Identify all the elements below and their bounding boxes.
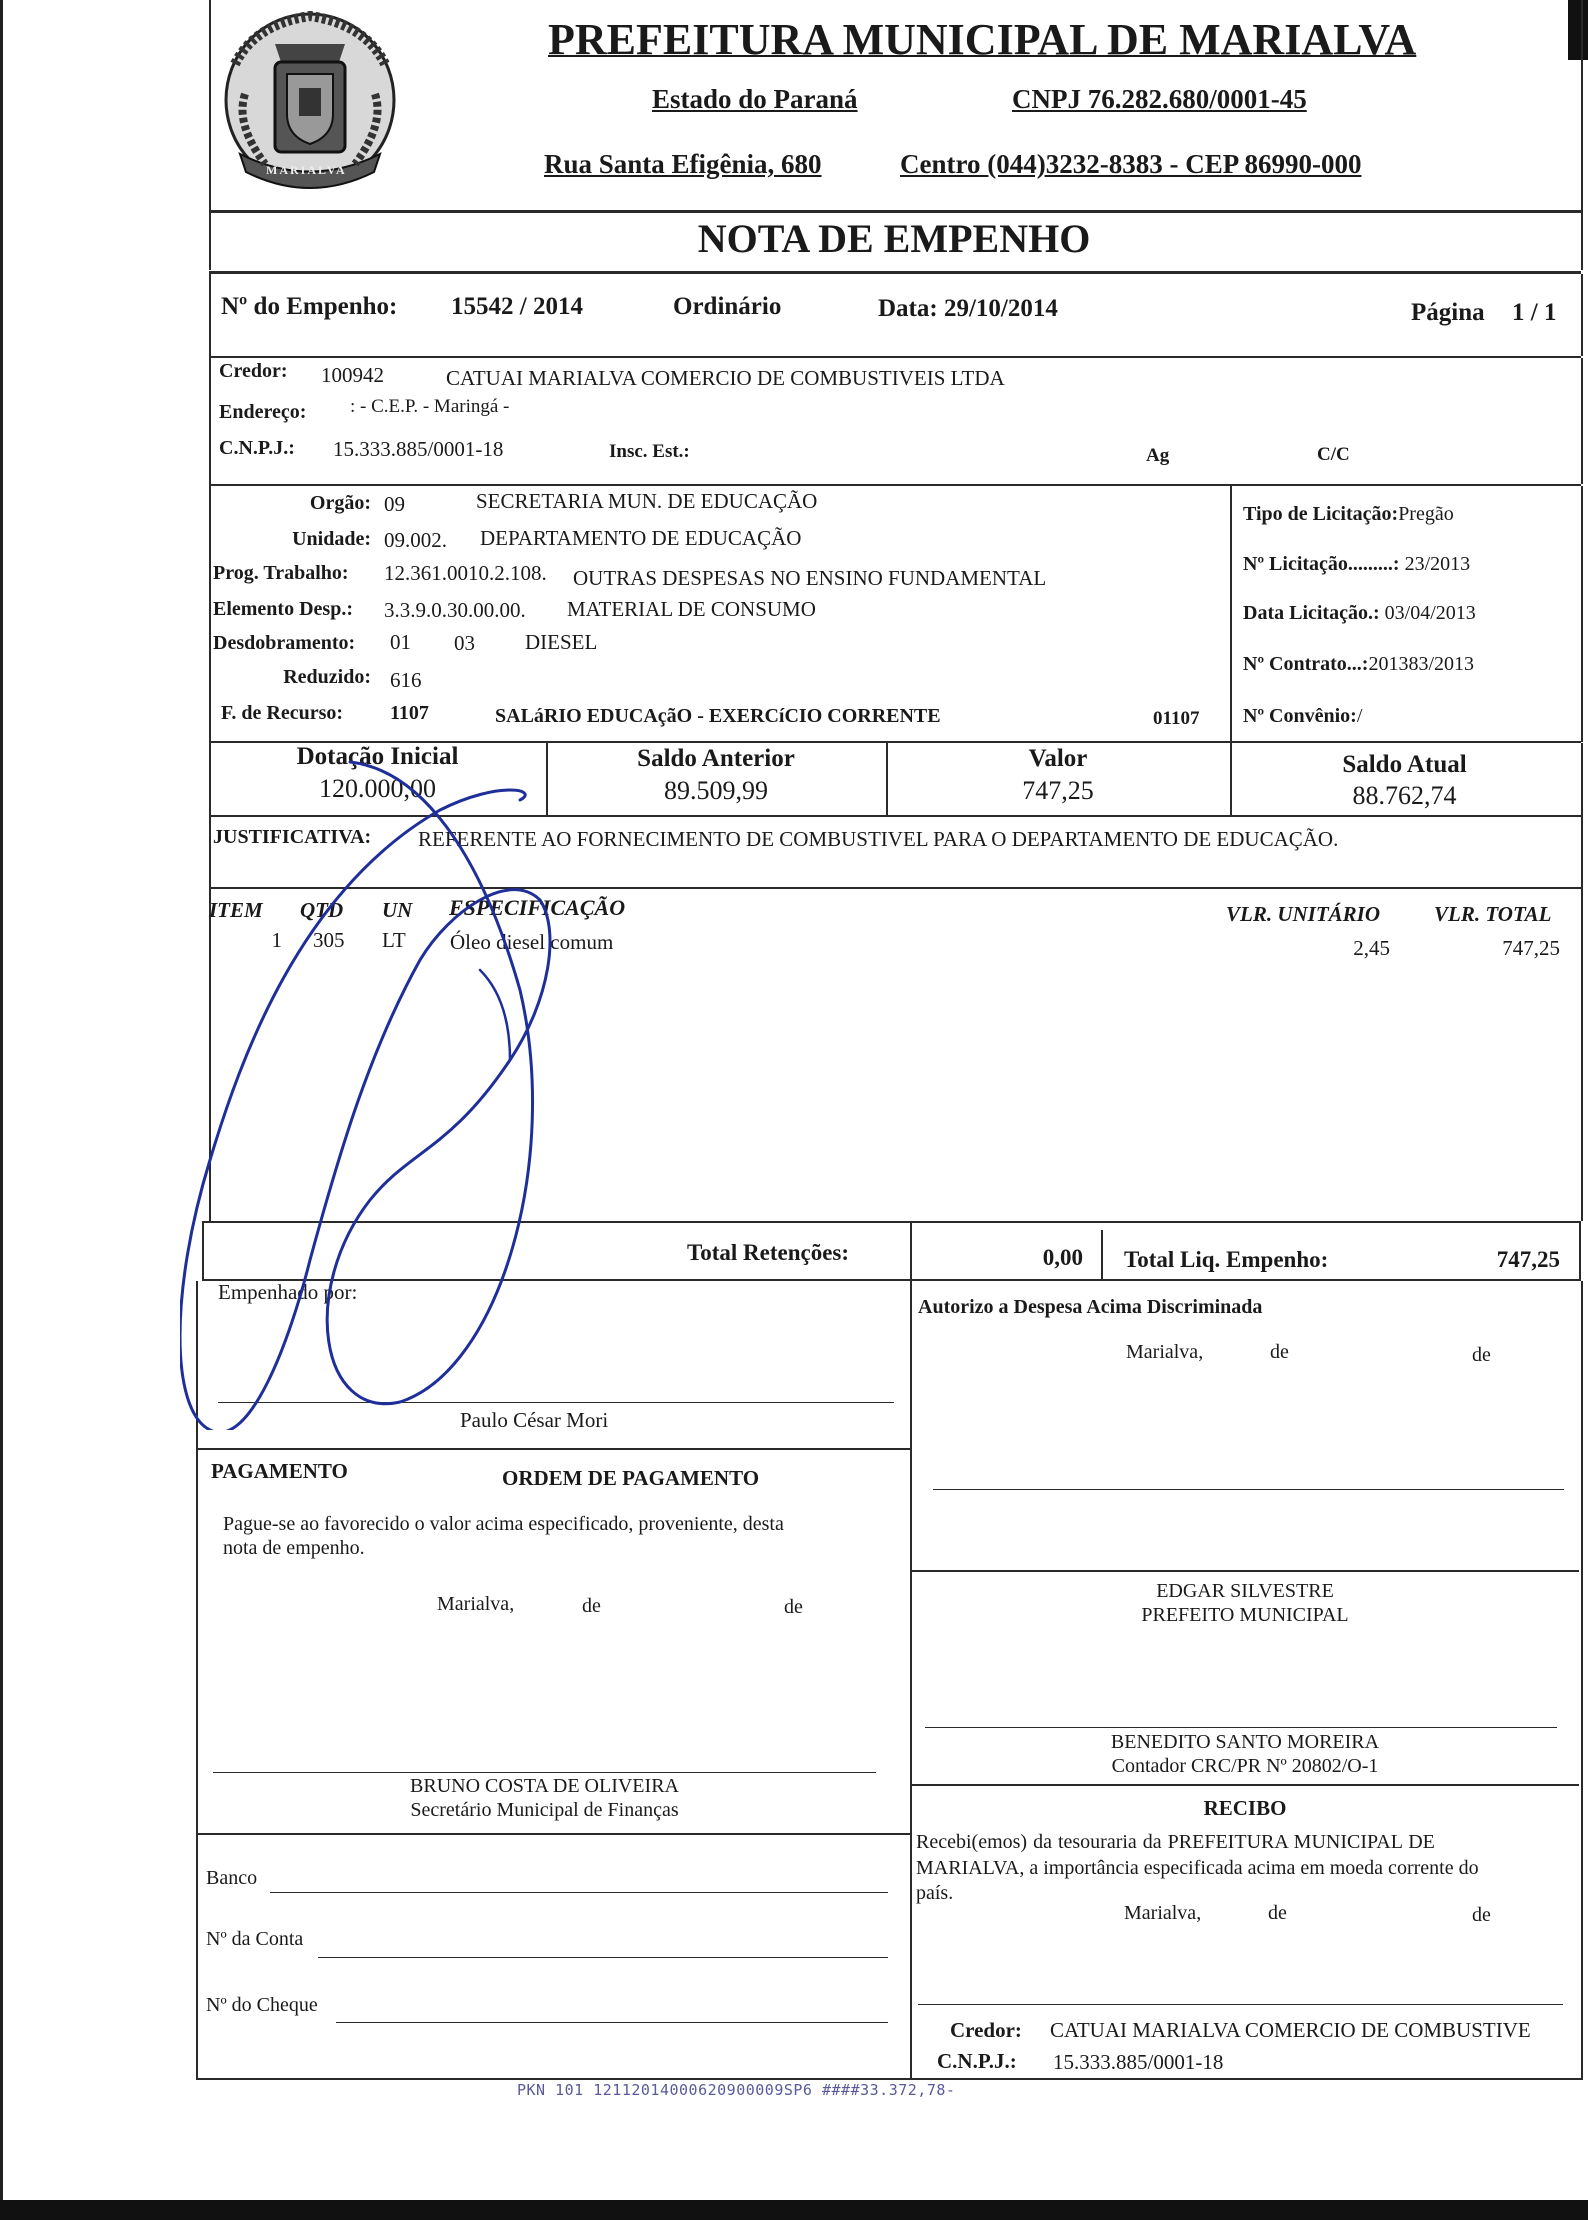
recibo-de-1: de xyxy=(1268,1902,1287,1924)
num-contrato-label: Nº Contrato...: xyxy=(1243,653,1369,675)
secretario-divider xyxy=(196,1833,910,1835)
prog-trabalho-desc: OUTRAS DESPESAS NO ENSINO FUNDAMENTAL xyxy=(573,566,1047,590)
pagamento-de-2: de xyxy=(784,1596,803,1618)
lower-column-divider xyxy=(910,1281,912,2078)
row-qtd: 305 xyxy=(313,928,345,952)
banco-label: Banco xyxy=(206,1867,258,1889)
endereco-value: : - C.E.P. - Maringá - xyxy=(350,396,510,417)
contador-name: BENEDITO SANTO MOREIRA xyxy=(1110,1731,1380,1753)
crest-banner-text: MARIALVA xyxy=(266,163,347,177)
tipo-licitacao xyxy=(1243,503,1454,526)
budget-divider-vertical xyxy=(1230,486,1232,742)
desdobramento-code-1: 01 xyxy=(390,630,411,654)
recibo-text-line1: Recebi(emos) da tesouraria da PREFEITURA MUNICIPAL DE xyxy=(916,1831,1435,1853)
scan-left-edge xyxy=(0,0,3,2220)
credor-code: 100942 xyxy=(321,363,384,387)
recibo-city: Marialva, xyxy=(1124,1902,1202,1924)
prog-trabalho-label: Prog. Trabalho: xyxy=(213,562,349,584)
num-licitacao xyxy=(1243,553,1470,576)
conta-line xyxy=(318,1957,888,1958)
recibo-de-2: de xyxy=(1472,1904,1491,1926)
empenhado-divider xyxy=(196,1448,910,1450)
empenho-date: Data: 29/10/2014 xyxy=(878,295,1058,322)
reduzido-label: Reduzido: xyxy=(283,666,371,688)
desdobramento-desc: DIESEL xyxy=(525,630,598,654)
autorizo-de-1: de xyxy=(1270,1341,1289,1363)
retencoes-row xyxy=(202,1223,1581,1279)
empenhado-signature-line xyxy=(218,1402,894,1403)
conta-label: Nº da Conta xyxy=(206,1928,304,1950)
row-total: 747,25 xyxy=(1502,936,1560,960)
justificativa-text: REFERENTE AO FORNECIMENTO DE COMBUSTIVEL PARA O DEPARTAMENTO DE EDUCAÇÃO. xyxy=(418,827,1339,851)
banco-line xyxy=(270,1892,888,1893)
tipo-licitacao-value: Pregão xyxy=(1398,503,1454,525)
prefeito-name: EDGAR SILVESTRE xyxy=(1156,1580,1334,1602)
fonte-recurso-label: F. de Recurso: xyxy=(221,702,344,724)
saldo-anterior-value: 89.509,99 xyxy=(664,776,768,805)
recibo-credor-value: CATUAI MARIALVA COMERCIO DE COMBUSTIVE xyxy=(1050,2018,1531,2042)
elemento-label: Elemento Desp.: xyxy=(213,598,353,620)
recibo-text-line2: MARIALVA, a importância especificada acima em moeda corrente do xyxy=(916,1857,1479,1879)
elemento-desc: MATERIAL DE CONSUMO xyxy=(567,597,816,621)
cnpj-label: C.N.P.J.: xyxy=(219,437,295,459)
pagamento-label: PAGAMENTO xyxy=(211,1459,348,1483)
conta-corrente-label: C/C xyxy=(1317,444,1350,465)
saldo-atual-value: 88.762,74 xyxy=(1352,781,1457,810)
empenhado-label: Empenhado por: xyxy=(218,1280,358,1304)
contador-signature-line xyxy=(925,1727,1557,1728)
recibo-text-line3: país. xyxy=(916,1882,954,1904)
desdobramento-code-2: 03 xyxy=(454,631,475,655)
num-convenio-value: / xyxy=(1356,705,1363,727)
pagamento-text-line2: nota de empenho. xyxy=(223,1537,365,1559)
prefeito-title: PREFEITO MUNICIPAL xyxy=(1141,1604,1349,1626)
items-header-total: VLR. TOTAL xyxy=(1434,902,1552,926)
unidade-desc: DEPARTAMENTO DE EDUCAÇÃO xyxy=(480,526,802,550)
autorizo-de-2: de xyxy=(1472,1344,1491,1366)
ordem-pagamento-label: ORDEM DE PAGAMENTO xyxy=(502,1466,760,1490)
doc-title: NOTA DE EMPENHO xyxy=(697,216,1091,261)
retencoes-value: 0,00 xyxy=(1042,1245,1083,1270)
recibo-signature-line xyxy=(918,2004,1563,2005)
total-liquido-label: Total Liq. Empenho: xyxy=(1124,1247,1329,1272)
secretario-title: Secretário Municipal de Finanças xyxy=(410,1799,679,1821)
prog-trabalho-code: 12.361.0010.2.108. xyxy=(384,561,547,585)
empenho-type: Ordinário xyxy=(673,293,782,320)
empenhado-signer: Paulo César Mori xyxy=(460,1408,609,1432)
valor-value: 747,25 xyxy=(1022,776,1094,805)
items-header-un: UN xyxy=(382,898,413,922)
row-item: 1 xyxy=(271,928,282,952)
pagamento-city: Marialva, xyxy=(437,1593,515,1615)
items-header-spec: ESPECIFICAÇÃO xyxy=(449,895,626,920)
cheque-line xyxy=(336,2022,888,2023)
dotacao-value: 120.000,00 xyxy=(319,774,436,803)
contador-title: Contador CRC/PR Nº 20802/O-1 xyxy=(1111,1755,1379,1777)
saldo-anterior-label: Saldo Anterior xyxy=(637,745,795,772)
org-name-heading: PREFEITURA MUNICIPAL DE MARIALVA xyxy=(548,15,1417,64)
scan-bottom-band xyxy=(0,2200,1588,2220)
credor-name: CATUAI MARIALVA COMERCIO DE COMBUSTIVEIS LTDA xyxy=(446,366,1005,390)
pagamento-text-line1: Pague-se ao favorecido o valor acima especificado, proveniente, desta xyxy=(223,1513,784,1535)
cnpj-value: 15.333.885/0001-18 xyxy=(333,437,504,461)
prefeito-divider xyxy=(910,1570,1579,1572)
row-un: LT xyxy=(382,928,406,952)
pagamento-de-1: de xyxy=(582,1595,601,1617)
fonte-recurso-code: 1107 xyxy=(390,702,429,724)
empenho-number-label: Nº do Empenho: xyxy=(221,293,398,320)
retencoes-divider-2 xyxy=(1101,1230,1103,1279)
dotacao-label: Dotação Inicial xyxy=(296,743,459,770)
address-street: Rua Santa Efigênia, 680 xyxy=(544,149,822,179)
saldo-atual-label: Saldo Atual xyxy=(1342,751,1467,778)
lower-frame xyxy=(196,1281,1583,2080)
endereco-label: Endereço: xyxy=(219,401,307,423)
orgao-label: Orgão: xyxy=(309,492,371,514)
empenho-number-value: 15542 / 2014 xyxy=(451,293,583,320)
elemento-code: 3.3.9.0.30.00.00. xyxy=(384,598,526,622)
prefeito-signature-line xyxy=(933,1489,1564,1490)
num-convenio-label: Nº Convênio: xyxy=(1243,705,1357,727)
orgao-desc: SECRETARIA MUN. DE EDUCAÇÃO xyxy=(476,489,818,513)
orgao-code: 09 xyxy=(384,492,405,516)
machine-stamp: PKN 101 12112014000620900009SP6 ####33.372,78- xyxy=(517,2081,956,2099)
num-licitacao-value: 23/2013 xyxy=(1404,553,1471,575)
unidade-label: Unidade: xyxy=(292,528,371,550)
data-licitacao-value: 03/04/2013 xyxy=(1384,602,1476,624)
data-licitacao xyxy=(1243,602,1476,625)
items-header-qtd: QTD xyxy=(300,898,344,922)
recibo-cnpj-label: C.N.P.J.: xyxy=(937,2049,1017,2073)
recibo-credor-label: Credor: xyxy=(950,2018,1022,2042)
retencoes-divider-1 xyxy=(910,1223,912,1279)
num-contrato-value: 201383/2013 xyxy=(1368,653,1475,675)
secretario-signature-line xyxy=(213,1772,876,1773)
retencoes-label: Total Retenções: xyxy=(687,1240,850,1265)
agencia-label: Ag xyxy=(1146,445,1170,466)
row-spec: Óleo diesel comum xyxy=(450,930,614,954)
fonte-recurso-desc: SALáRIO EDUCAçãO - EXERCíCIO CORRENTE xyxy=(495,705,941,727)
cheque-label: Nº do Cheque xyxy=(206,1994,318,2016)
address-district: Centro (044)3232-8383 - CEP 86990-000 xyxy=(900,149,1362,179)
page-label: Página xyxy=(1411,299,1485,326)
valor-label: Valor xyxy=(1028,745,1088,772)
recibo-cnpj-value: 15.333.885/0001-18 xyxy=(1053,2050,1224,2074)
contador-divider xyxy=(910,1784,1579,1786)
num-convenio xyxy=(1243,705,1362,728)
items-header-item: ITEM xyxy=(209,898,263,922)
data-licitacao-label: Data Licitação.: xyxy=(1243,602,1380,624)
unidade-code: 09.002. xyxy=(384,528,447,552)
row-unit-price: 2,45 xyxy=(1353,936,1390,960)
desdobramento-label: Desdobramento: xyxy=(213,632,356,654)
secretario-name: BRUNO COSTA DE OLIVEIRA xyxy=(410,1775,679,1797)
state-label: Estado do Paraná xyxy=(652,84,858,114)
credor-label: Credor: xyxy=(219,360,288,382)
autorizo-city: Marialva, xyxy=(1126,1341,1204,1363)
tipo-licitacao-label: Tipo de Licitação: xyxy=(1243,503,1399,525)
page-value: 1 / 1 xyxy=(1512,299,1557,326)
total-liquido-value: 747,25 xyxy=(1496,1247,1560,1272)
reduzido-value: 616 xyxy=(390,668,422,692)
insc-est-label: Insc. Est.: xyxy=(609,441,690,462)
justificativa-label: JUSTIFICATIVA: xyxy=(213,826,372,848)
num-licitacao-label: Nº Licitação.........: xyxy=(1243,553,1400,575)
retencoes-left-border xyxy=(202,1223,204,1279)
num-contrato xyxy=(1243,653,1474,676)
items-header-unit: VLR. UNITÁRIO xyxy=(1226,902,1381,926)
cnpj-header: CNPJ 76.282.680/0001-45 xyxy=(1012,84,1307,114)
fonte-recurso-number: 01107 xyxy=(1153,708,1200,729)
recibo-label: RECIBO xyxy=(1203,1796,1287,1820)
autorizo-label: Autorizo a Despesa Acima Discriminada xyxy=(918,1296,1263,1318)
